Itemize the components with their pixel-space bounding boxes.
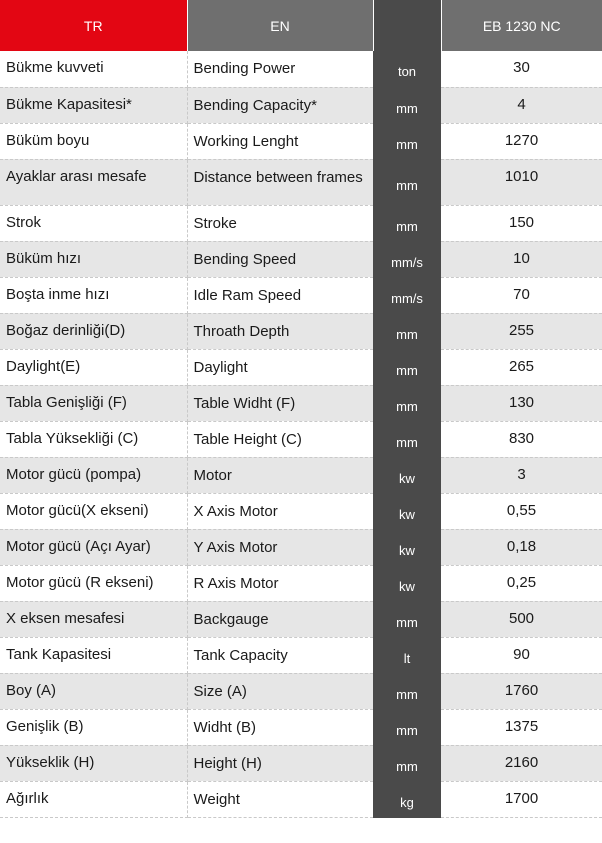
row-label-en: Bending Capacity* — [187, 87, 373, 123]
row-label-tr: Büküm hızı — [0, 241, 187, 277]
table-row — [0, 349, 602, 385]
row-value: 1375 — [441, 709, 602, 745]
row-unit: mm — [373, 709, 441, 745]
row-unit: mm — [373, 673, 441, 709]
row-value: 0,18 — [441, 529, 602, 565]
table-row — [0, 709, 602, 745]
table-row — [0, 745, 602, 781]
table-row — [0, 565, 602, 601]
row-value: 2160 — [441, 745, 602, 781]
row-label-en: Bending Power — [187, 51, 373, 87]
row-label-en: Tank Capacity — [187, 637, 373, 673]
row-value: 0,25 — [441, 565, 602, 601]
table-row — [0, 205, 602, 241]
row-unit: lt — [373, 637, 441, 673]
row-unit: kw — [373, 565, 441, 601]
row-unit: mm — [373, 87, 441, 123]
row-label-tr: Tabla Genişliği (F) — [0, 385, 187, 421]
row-unit: mm — [373, 601, 441, 637]
row-label-tr: Motor gücü (R ekseni) — [0, 565, 187, 601]
row-value: 1270 — [441, 123, 602, 159]
row-unit: kw — [373, 529, 441, 565]
table-row — [0, 493, 602, 529]
row-label-tr: Motor gücü(X ekseni) — [0, 493, 187, 529]
table-row — [0, 529, 602, 565]
row-unit: kw — [373, 457, 441, 493]
row-value: 30 — [441, 51, 602, 87]
row-label-en: Table Height (C) — [187, 421, 373, 457]
row-label-en: Throath Depth — [187, 313, 373, 349]
row-label-en: Distance between frames — [187, 159, 373, 205]
row-label-en: Stroke — [187, 205, 373, 241]
row-label-en: Table Widht (F) — [187, 385, 373, 421]
table-row — [0, 673, 602, 709]
row-value: 1760 — [441, 673, 602, 709]
row-label-tr: Ayaklar arası mesafe — [0, 159, 187, 205]
row-value: 3 — [441, 457, 602, 493]
table-row — [0, 87, 602, 123]
row-value: 830 — [441, 421, 602, 457]
header-tr: TR — [0, 0, 187, 51]
row-unit: mm — [373, 159, 441, 205]
row-label-tr: Boy (A) — [0, 673, 187, 709]
row-label-tr: Genişlik (B) — [0, 709, 187, 745]
table-row — [0, 601, 602, 637]
row-value: 265 — [441, 349, 602, 385]
row-label-tr: Ağırlık — [0, 781, 187, 817]
table-row — [0, 421, 602, 457]
spec-rows — [0, 51, 602, 817]
row-label-tr: Motor gücü (Açı Ayar) — [0, 529, 187, 565]
row-label-en: Y Axis Motor — [187, 529, 373, 565]
row-label-en: Widht (B) — [187, 709, 373, 745]
table-row — [0, 51, 602, 87]
header-model: EB 1230 NC — [441, 0, 602, 51]
row-label-en: Bending Speed — [187, 241, 373, 277]
row-label-en: X Axis Motor — [187, 493, 373, 529]
row-label-tr: Tabla Yüksekliği (C) — [0, 421, 187, 457]
row-label-en: Idle Ram Speed — [187, 277, 373, 313]
row-label-tr: X eksen mesafesi — [0, 601, 187, 637]
row-value: 255 — [441, 313, 602, 349]
row-unit: mm — [373, 745, 441, 781]
table-row — [0, 781, 602, 817]
table-row — [0, 457, 602, 493]
row-value: 1700 — [441, 781, 602, 817]
row-value: 150 — [441, 205, 602, 241]
row-unit: mm/s — [373, 241, 441, 277]
row-unit: kg — [373, 781, 441, 817]
row-value: 130 — [441, 385, 602, 421]
row-value: 1010 — [441, 159, 602, 205]
row-label-tr: Daylight(E) — [0, 349, 187, 385]
row-label-tr: Boşta inme hızı — [0, 277, 187, 313]
header-en: EN — [187, 0, 373, 51]
row-unit: mm — [373, 123, 441, 159]
row-label-en: Daylight — [187, 349, 373, 385]
row-label-en: Backgauge — [187, 601, 373, 637]
row-label-en: Weight — [187, 781, 373, 817]
table-row — [0, 123, 602, 159]
table-row — [0, 385, 602, 421]
row-label-tr: Strok — [0, 205, 187, 241]
row-label-tr: Boğaz derinliği(D) — [0, 313, 187, 349]
row-label-en: Working Lenght — [187, 123, 373, 159]
row-unit: mm — [373, 313, 441, 349]
row-unit: mm — [373, 205, 441, 241]
row-unit: mm — [373, 349, 441, 385]
row-label-tr: Motor gücü (pompa) — [0, 457, 187, 493]
row-unit: kw — [373, 493, 441, 529]
row-label-tr: Tank Kapasitesi — [0, 637, 187, 673]
row-label-en: Motor — [187, 457, 373, 493]
row-value: 10 — [441, 241, 602, 277]
row-value: 70 — [441, 277, 602, 313]
row-label-tr: Bükme Kapasitesi* — [0, 87, 187, 123]
row-label-en: Size (A) — [187, 673, 373, 709]
row-unit: mm/s — [373, 277, 441, 313]
row-value: 90 — [441, 637, 602, 673]
row-label-tr: Büküm boyu — [0, 123, 187, 159]
table-row — [0, 159, 602, 205]
row-unit: ton — [373, 51, 441, 87]
row-label-en: Height (H) — [187, 745, 373, 781]
row-value: 500 — [441, 601, 602, 637]
header-unit — [373, 0, 441, 51]
table-row — [0, 241, 602, 277]
row-label-tr: Yükseklik (H) — [0, 745, 187, 781]
row-value: 0,55 — [441, 493, 602, 529]
row-unit: mm — [373, 385, 441, 421]
row-label-tr: Bükme kuvveti — [0, 51, 187, 87]
header-row — [0, 0, 602, 51]
row-unit: mm — [373, 421, 441, 457]
row-label-en: R Axis Motor — [187, 565, 373, 601]
table-row — [0, 277, 602, 313]
table-row — [0, 637, 602, 673]
table-row — [0, 313, 602, 349]
row-value: 4 — [441, 87, 602, 123]
